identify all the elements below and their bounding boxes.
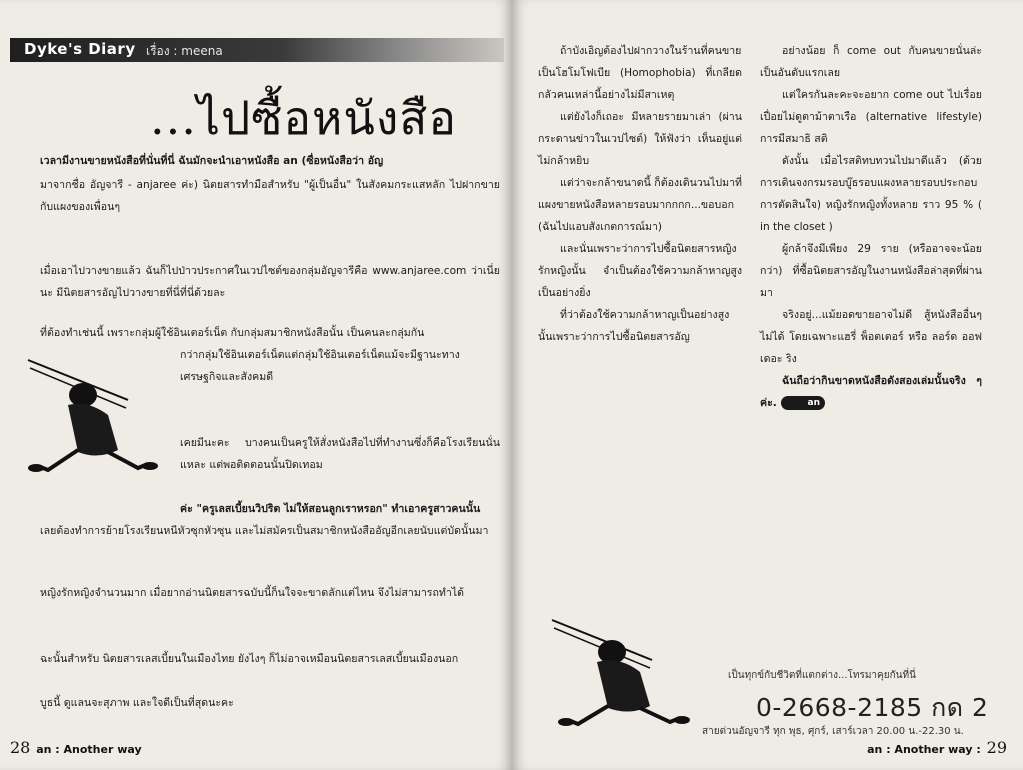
article-title: ...ไปซื้อหนังสือ: [150, 91, 457, 145]
body-paragraph: ผู้กล้าจึงมีเพียง 29 ราย (หรืออาจจะน้อยกว่า) ที่ซื้อนิตยสารอัญในงานหนังสือล่าสุดที่ผ่านมา: [760, 243, 982, 299]
body-paragraph: เคยมีนะคะ บางคนเป็นครูให้สั่งหนังสือไปที่ทำงานซึ่งก็คือโรงเรียนนั่นแหละ แต่พอติดตอนนั้นปิดเทอม: [180, 437, 500, 471]
right-column-2: [760, 40, 982, 414]
column-header: [10, 38, 504, 62]
body-paragraph: บูธนี้ ดูแลนจะสุภาพ และใจดีเป็นที่สุดนะคะ: [40, 697, 234, 709]
closing-paragraph: [760, 370, 982, 414]
body-paragraph: ที่ต้องทำเช่นนี้ เพราะกลุ่มผู้ใช้อินเตอร์เน็ต กับกลุ่มสมาชิกหนังสือนั้น เป็นคนละกลุ่มกัน: [40, 327, 425, 339]
body-paragraph: เมื่อเอาไปวางขายแล้ว ฉันก็ไปป่าวประกาศในเวปไซต์ของกลุ่มอัญจารีคือ www.anjaree.com ว่าเนี่ยนะ มีนิตยสารอัญไปวางขายที่นี่ที่นี่ด้วยละ: [40, 265, 500, 299]
quote-line: ค่ะ "ครูเลสเบี้ยนวิปริต ไม่ให้สอนลูกเราหรอก" ทำเอาครูสาวคนนั้น: [180, 503, 481, 515]
body-paragraph: หญิงรักหญิงจำนวนมาก เมื่อยากอ่านนิตยสารฉบับนี้ก็นใจจะขาดลักแต่ไหน จึงไม่สามารถทำได้: [40, 587, 465, 599]
body-paragraph: อย่างน้อย ก็ come out กับคนขายนั่นล่ะเป็นอันดับแรกเลย: [760, 45, 982, 79]
body-paragraph: ถ้าบังเอิญต้องไปฝากวางในร้านที่คนขายเป็นโฮโมโฟเบีย (Homophobia) ที่เกลียดกลัวคนเหล่านี้อย่างไม่มีสาเหตุ: [538, 45, 742, 101]
body-paragraph: กว่ากลุ่มใช้อินเตอร์เน็ตแต่กลุ่มใช้อินเตอร์เน็ตแม้จะมีฐานะทางเศรษฐกิจและสังคมดี: [180, 349, 460, 383]
body-paragraph: แต่ใครกันละคะจะอยาก come out ไปเรื่อยเปื่อยไม่ดูตาม้าตาเรือ (alternative lifestyle) การมีสมาธิ สติ: [760, 89, 982, 145]
ad-phone-number: 0-2668-2185 กด 2: [756, 693, 989, 722]
body-paragraph: จริงอยู่...แม้ยอดขายอาจไม่ดี สู้หนังสืออื่นๆ ไม่ได้ โดยเฉพาะแฮรี่ พ็อตเตอร์ หรือ ลอร์ด ออฟ เดอะ ริง: [760, 309, 982, 365]
page-number: 29: [986, 738, 1007, 757]
page-number: 28: [10, 738, 31, 757]
body-paragraph: ฉะนั้นสำหรับ นิตยสารเลสเบี้ยนในเมืองไทย ยังไงๆ ก็ไม่อาจเหมือนนิตยสารเลสเบี้ยนเมืองนอก: [40, 653, 459, 665]
body-paragraph: ที่ว่าต้องใช้ความกล้าหาญเป็นอย่างสูงนั้นเพราะว่าการไปซื้อนิตยสารอัญ: [538, 309, 730, 343]
folio-label: an : Another way: [36, 743, 142, 756]
body-paragraph: แต่ว่าจะกล้าขนาดนี้ ก็ต้องเดินวนไปมาที่แผงขายหนังสือหลายรอบมากกกก...ขอบอก (ฉันไปแอบสังเกตการณ์มา): [538, 177, 743, 233]
right-column-1: [538, 40, 742, 348]
body-paragraph: และนั่นเพราะว่าการไปซื้อนิตยสารหญิงรักหญิงนั้น จำเป็นต้องใช้ความกล้าหาญสูงเป็นอย่างยิ่ง: [538, 243, 742, 299]
an-logo: an: [781, 396, 825, 410]
folio-label: an : Another way :: [867, 743, 981, 756]
right-page: [512, 0, 1023, 770]
body-paragraph: แต่ยังไงก็เถอะ มีหลายรายมาเล่า (ผ่านกระดานข่าวในเวปไซต์) ให้ฟังว่า เห็นอยู่แต่ไม่กล้าหยิบ: [538, 111, 742, 167]
ad-tagline: เป็นทุกข์กับชีวิตที่แตกต่าง...โทรมาคุยกันที่นี่: [728, 670, 916, 681]
closing-text: ฉันถือว่ากินขาดหนังสือดังสองเล่มนั้นจริง ๆ ค่ะ.: [760, 375, 982, 409]
body-paragraph: เลยต้องทำการย้ายโรงเรียนหนีหัวซุกหัวซุน และไม่สมัครเป็นสมาชิกหนังสืออัญอีกเลยนับแต่บัดนั้นมา: [40, 525, 489, 537]
figure-illustration: [542, 590, 712, 740]
figure-illustration: [8, 340, 178, 490]
body-paragraph: มาจากชื่อ อัญจารี - anjaree ค่ะ) นิตยสารทำมือสำหรับ "ผู้เป็นอื่น" ในสังคมกระแสหลัก ไปฝากขายกับแผงของเพื่อนๆ: [40, 179, 500, 213]
ad-hours: สายด่วนอัญจารี ทุก พุธ, ศุกร์, เสาร์เวลา 20.00 น.-22.30 น.: [702, 726, 964, 737]
body-paragraph: ดังนั้น เมื่อไรสติทบทวนไปมาดีแล้ว (ด้วยการเดินจงกรมรอบบู๊ธรอบแผงหลายรอบประกอบการตัดสินใจ) หญิงรักหญิงทั้งหลาย ราว 95 % ( in the closet ): [760, 155, 982, 233]
lead-paragraph: เวลามีงานขายหนังสือที่นั่นที่นี่ ฉันมักจะนำเอาหนังสือ an (ซื่อหนังสือว่า อัญ: [40, 155, 384, 167]
column-byline: เรื่อง : meena: [146, 44, 223, 58]
column-series-title: Dyke's Diary: [24, 40, 136, 58]
folio-right: [867, 738, 1007, 757]
folio-left: [10, 738, 142, 757]
